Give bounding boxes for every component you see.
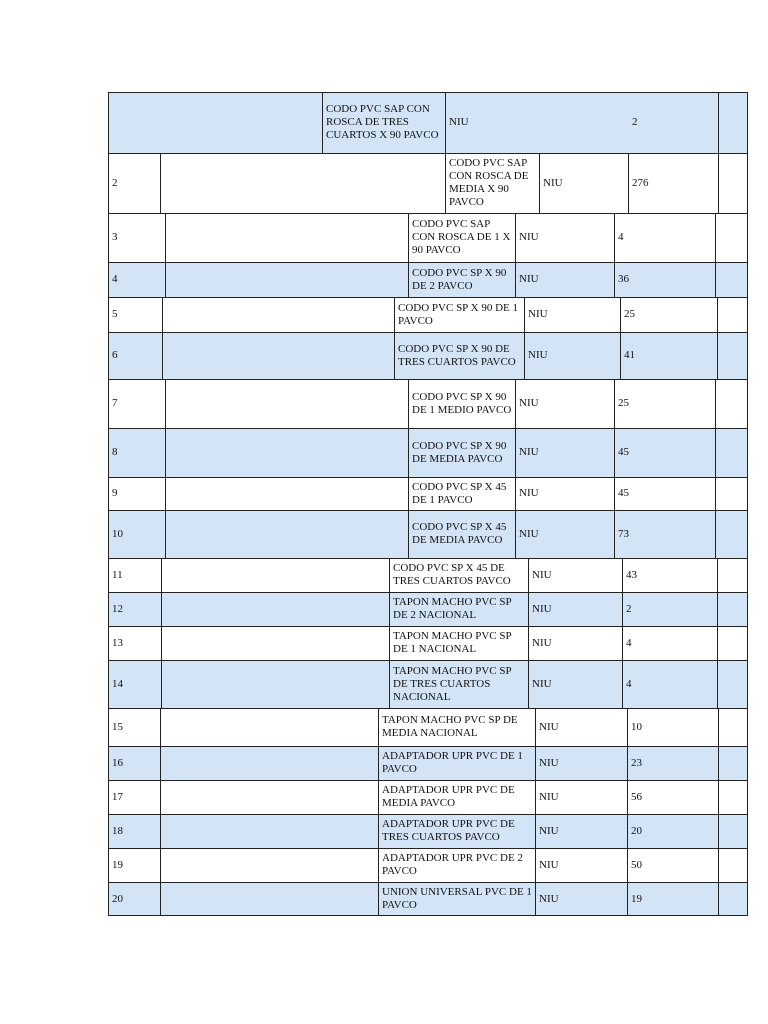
- column-border: [528, 660, 529, 708]
- table-row: [108, 558, 747, 592]
- column-border: [747, 510, 748, 558]
- item-number: 5: [112, 308, 118, 320]
- item-number: 15: [112, 720, 123, 733]
- column-border: [165, 379, 166, 428]
- column-border: [108, 213, 109, 262]
- column-border: [718, 746, 719, 780]
- table-row: [108, 746, 747, 780]
- column-border: [108, 708, 109, 746]
- column-border: [747, 477, 748, 510]
- column-border: [161, 558, 162, 592]
- item-unit: NIU: [539, 756, 559, 769]
- column-border: [747, 592, 748, 626]
- column-border: [389, 558, 390, 592]
- table-row: [108, 626, 747, 660]
- column-border: [627, 708, 628, 746]
- column-border: [747, 332, 748, 379]
- column-border: [515, 379, 516, 428]
- table-row: [108, 153, 747, 213]
- column-border: [165, 262, 166, 297]
- item-description: TAPON MACHO PVC SP DE MEDIA NACIONAL: [382, 714, 518, 739]
- column-border: [160, 708, 161, 746]
- item-number: 17: [112, 790, 123, 803]
- column-border: [528, 558, 529, 592]
- item-number: 20: [112, 892, 123, 905]
- item-unit: NIU: [539, 824, 559, 837]
- table-row: [108, 92, 747, 153]
- column-border: [539, 153, 540, 213]
- item-description: UNION UNIVERSAL PVC DE 1 PAVCO: [382, 886, 532, 911]
- item-description: CODO PVC SP X 45 DE MEDIA PAVCO: [412, 521, 507, 546]
- column-border: [408, 477, 409, 510]
- item-unit: NIU: [519, 487, 539, 499]
- column-border: [622, 558, 623, 592]
- column-border: [408, 262, 409, 297]
- item-unit: NIU: [539, 858, 559, 871]
- column-border: [715, 510, 716, 558]
- column-border: [718, 153, 719, 213]
- table-row: [108, 814, 747, 848]
- item-description: CODO PVC SP X 90 DE 2 PAVCO: [412, 266, 507, 292]
- column-border: [622, 592, 623, 626]
- item-description: TAPON MACHO PVC SP DE 1 NACIONAL: [393, 630, 512, 655]
- column-border: [108, 332, 109, 379]
- item-number: 6: [112, 349, 118, 361]
- column-border: [165, 428, 166, 477]
- column-border: [747, 814, 748, 848]
- column-border: [614, 379, 615, 428]
- column-border: [161, 592, 162, 626]
- column-border: [108, 626, 109, 660]
- column-border: [747, 379, 748, 428]
- column-border: [747, 848, 748, 882]
- column-border: [108, 92, 109, 153]
- item-number: 9: [112, 487, 118, 499]
- column-border: [717, 592, 718, 626]
- item-number: 11: [112, 568, 123, 581]
- column-border: [747, 558, 748, 592]
- column-border: [165, 477, 166, 510]
- column-border: [535, 746, 536, 780]
- column-border: [747, 882, 748, 916]
- column-border: [535, 848, 536, 882]
- item-description: TAPON MACHO PVC SP DE TRES CUARTOS NACIONAL: [393, 664, 512, 703]
- item-unit: NIU: [539, 790, 559, 803]
- column-border: [627, 882, 628, 916]
- item-unit: NIU: [539, 720, 559, 733]
- column-border: [515, 428, 516, 477]
- column-border: [408, 428, 409, 477]
- column-border: [747, 708, 748, 746]
- column-border: [535, 814, 536, 848]
- column-border: [108, 746, 109, 780]
- column-border: [627, 848, 628, 882]
- item-quantity: 4: [626, 636, 632, 649]
- table-row: [108, 297, 747, 332]
- item-description: ADAPTADOR UPR PVC DE 2 PAVCO: [382, 852, 523, 877]
- column-border: [160, 882, 161, 916]
- column-border: [389, 592, 390, 626]
- item-description: CODO PVC SP X 45 DE 1 PAVCO: [412, 480, 507, 506]
- column-border: [715, 428, 716, 477]
- table-row: [108, 848, 747, 882]
- column-border: [161, 626, 162, 660]
- column-border: [160, 848, 161, 882]
- table-row: [108, 379, 747, 428]
- column-border: [747, 153, 748, 213]
- column-border: [718, 882, 719, 916]
- item-quantity: 2: [632, 116, 638, 128]
- item-number: 10: [112, 527, 123, 540]
- item-unit: NIU: [519, 273, 539, 285]
- item-description: CODO PVC SP X 90 DE TRES CUARTOS PAVCO: [398, 342, 516, 368]
- column-border: [747, 213, 748, 262]
- item-quantity: 2: [626, 602, 632, 615]
- column-border: [718, 814, 719, 848]
- column-border: [620, 297, 621, 332]
- column-border: [389, 660, 390, 708]
- table-row: [108, 262, 747, 297]
- item-description: CODO PVC SAP CON ROSCA DE 1 X 90 PAVCO: [412, 218, 511, 256]
- item-quantity: 50: [631, 858, 642, 871]
- item-description: CODO PVC SAP CON ROSCA DE TRES CUARTOS X 90 PAVCO: [326, 103, 439, 141]
- item-unit: NIU: [532, 636, 552, 649]
- column-border: [718, 92, 719, 153]
- item-unit: NIU: [519, 527, 539, 540]
- column-border: [160, 814, 161, 848]
- column-border: [378, 780, 379, 814]
- item-number: 18: [112, 824, 123, 837]
- item-quantity: 4: [626, 677, 632, 690]
- column-border: [108, 882, 109, 916]
- column-border: [165, 510, 166, 558]
- item-unit: NIU: [532, 568, 552, 581]
- column-border: [162, 297, 163, 332]
- column-border: [108, 510, 109, 558]
- table-row: [108, 882, 747, 916]
- item-number: 4: [112, 273, 118, 285]
- item-quantity: 10: [631, 720, 642, 733]
- item-number: 19: [112, 858, 123, 871]
- item-number: 16: [112, 756, 123, 769]
- item-unit: NIU: [539, 892, 559, 905]
- item-quantity: 276: [632, 176, 649, 189]
- column-border: [717, 660, 718, 708]
- column-border: [622, 660, 623, 708]
- column-border: [160, 746, 161, 780]
- table-row: [108, 592, 747, 626]
- item-number: [112, 92, 320, 153]
- column-border: [515, 262, 516, 297]
- column-border: [408, 379, 409, 428]
- column-border: [394, 297, 395, 332]
- table-row: [108, 510, 747, 558]
- table-row: [108, 660, 747, 708]
- item-unit: NIU: [543, 176, 563, 189]
- column-border: [747, 428, 748, 477]
- column-border: [535, 708, 536, 746]
- column-border: [408, 510, 409, 558]
- column-border: [524, 297, 525, 332]
- item-quantity: 20: [631, 824, 642, 837]
- item-number: 13: [112, 636, 123, 649]
- column-border: [162, 332, 163, 379]
- column-border: [528, 592, 529, 626]
- table-row: [108, 213, 747, 262]
- column-border: [322, 92, 323, 153]
- column-border: [614, 262, 615, 297]
- column-border: [628, 153, 629, 213]
- column-border: [614, 477, 615, 510]
- column-border: [718, 848, 719, 882]
- column-border: [747, 262, 748, 297]
- column-border: [108, 660, 109, 708]
- item-unit: NIU: [528, 349, 548, 361]
- item-unit: NIU: [519, 446, 539, 458]
- item-description: ADAPTADOR UPR PVC DE 1 PAVCO: [382, 750, 523, 775]
- column-border: [535, 882, 536, 916]
- table-row: [108, 780, 747, 814]
- item-quantity: 41: [624, 349, 635, 361]
- column-border: [108, 780, 109, 814]
- column-border: [108, 558, 109, 592]
- item-quantity: 25: [618, 397, 629, 409]
- column-border: [614, 213, 615, 262]
- column-border: [627, 780, 628, 814]
- column-border: [165, 213, 166, 262]
- item-description: TAPON MACHO PVC SP DE 2 NACIONAL: [393, 596, 512, 621]
- item-description: ADAPTADOR UPR PVC DE TRES CUARTOS PAVCO: [382, 818, 515, 843]
- item-quantity: 25: [624, 308, 635, 320]
- column-border: [627, 814, 628, 848]
- column-border: [160, 780, 161, 814]
- column-border: [614, 510, 615, 558]
- column-border: [160, 153, 161, 213]
- column-border: [394, 332, 395, 379]
- item-unit: NIU: [528, 308, 548, 320]
- column-border: [108, 428, 109, 477]
- column-border: [378, 746, 379, 780]
- item-description: ADAPTADOR UPR PVC DE MEDIA PAVCO: [382, 784, 515, 809]
- column-border: [622, 626, 623, 660]
- item-unit: NIU: [532, 677, 552, 690]
- item-quantity: 45: [618, 487, 629, 499]
- column-border: [445, 92, 446, 153]
- column-border: [108, 848, 109, 882]
- column-border: [515, 510, 516, 558]
- item-quantity: 45: [618, 446, 629, 458]
- column-border: [718, 708, 719, 746]
- item-description: CODO PVC SP X 45 DE TRES CUARTOS PAVCO: [393, 562, 511, 587]
- column-border: [535, 780, 536, 814]
- column-border: [747, 92, 748, 153]
- column-border: [108, 379, 109, 428]
- item-description: CODO PVC SAP CON ROSCA DE MEDIA X 90 PAVCO: [449, 157, 529, 208]
- item-unit: NIU: [519, 397, 539, 409]
- item-quantity: 56: [631, 790, 642, 803]
- column-border: [108, 262, 109, 297]
- item-number: 3: [112, 231, 118, 243]
- column-border: [747, 297, 748, 332]
- item-unit: NIU: [449, 116, 469, 128]
- column-border: [108, 592, 109, 626]
- item-description: CODO PVC SP X 90 DE MEDIA PAVCO: [412, 439, 507, 465]
- column-border: [717, 626, 718, 660]
- column-border: [715, 213, 716, 262]
- item-quantity: 23: [631, 756, 642, 769]
- column-border: [715, 379, 716, 428]
- item-description: CODO PVC SP X 90 DE 1 PAVCO: [398, 301, 519, 327]
- item-quantity: 19: [631, 892, 642, 905]
- item-number: 14: [112, 677, 123, 690]
- column-border: [515, 213, 516, 262]
- table-row: [108, 332, 747, 379]
- column-border: [718, 780, 719, 814]
- column-border: [747, 660, 748, 708]
- item-unit: NIU: [532, 602, 552, 615]
- item-description: CODO PVC SP X 90 DE 1 MEDIO PAVCO: [412, 390, 512, 416]
- item-unit: NIU: [519, 231, 539, 243]
- column-border: [378, 814, 379, 848]
- table-row: [108, 477, 747, 510]
- column-border: [108, 297, 109, 332]
- column-border: [524, 332, 525, 379]
- column-border: [378, 848, 379, 882]
- item-quantity: 73: [618, 527, 629, 540]
- item-quantity: 36: [618, 273, 629, 285]
- column-border: [108, 153, 109, 213]
- table-row: [108, 428, 747, 477]
- column-border: [528, 626, 529, 660]
- item-number: 7: [112, 397, 118, 409]
- column-border: [161, 660, 162, 708]
- column-border: [108, 477, 109, 510]
- column-border: [614, 428, 615, 477]
- column-border: [620, 332, 621, 379]
- column-border: [747, 746, 748, 780]
- column-border: [747, 780, 748, 814]
- item-number: 2: [112, 176, 118, 189]
- column-border: [717, 332, 718, 379]
- column-border: [408, 213, 409, 262]
- item-number: 8: [112, 446, 118, 458]
- column-border: [717, 297, 718, 332]
- column-border: [627, 746, 628, 780]
- item-quantity: 43: [626, 568, 637, 581]
- column-border: [389, 626, 390, 660]
- column-border: [445, 153, 446, 213]
- item-number: 12: [112, 602, 123, 615]
- column-border: [378, 882, 379, 916]
- table-row: [108, 708, 747, 746]
- column-border: [715, 262, 716, 297]
- column-border: [717, 558, 718, 592]
- item-quantity: 4: [618, 231, 624, 243]
- column-border: [715, 477, 716, 510]
- column-border: [515, 477, 516, 510]
- column-border: [747, 626, 748, 660]
- column-border: [108, 814, 109, 848]
- column-border: [378, 708, 379, 746]
